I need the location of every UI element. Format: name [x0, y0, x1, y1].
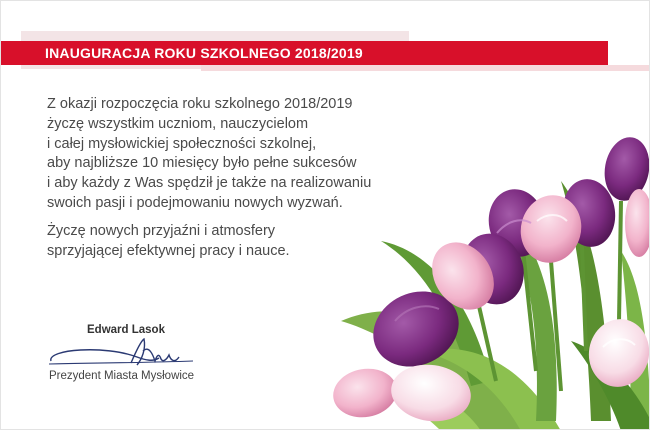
message-line: i aby każdy z Was spędził je także na realizowaniu — [47, 175, 372, 192]
card-title: INAUGURACJA ROKU SZKOLNEGO 2018/2019 — [45, 45, 363, 61]
signatory-role: Prezydent Miasta Mysłowice — [49, 370, 195, 382]
message-line: i całej mysłowickiej społeczności szkolnej, — [47, 135, 317, 152]
signatory-name: Edward Lasok — [87, 324, 165, 336]
tulip-bouquet-icon — [321, 121, 650, 430]
handwritten-signature-icon — [45, 333, 195, 371]
message-line: życzę wszystkim uczniom, nauczycielom — [47, 115, 309, 132]
banner-accent-strip — [201, 65, 649, 71]
message-line: swoich pasji i podejmowaniu nowych wyzwań. — [47, 194, 343, 211]
message-line: Życzę nowych przyjaźni i atmosfery — [47, 222, 276, 239]
message-line: Z okazji rozpoczęcia roku szkolnego 2018/2019 — [47, 96, 353, 112]
message-line: aby najbliższe 10 miesięcy było pełne sukcesów — [47, 155, 357, 172]
message-line: sprzyjającej efektywnej pracy i nauce. — [47, 242, 290, 259]
